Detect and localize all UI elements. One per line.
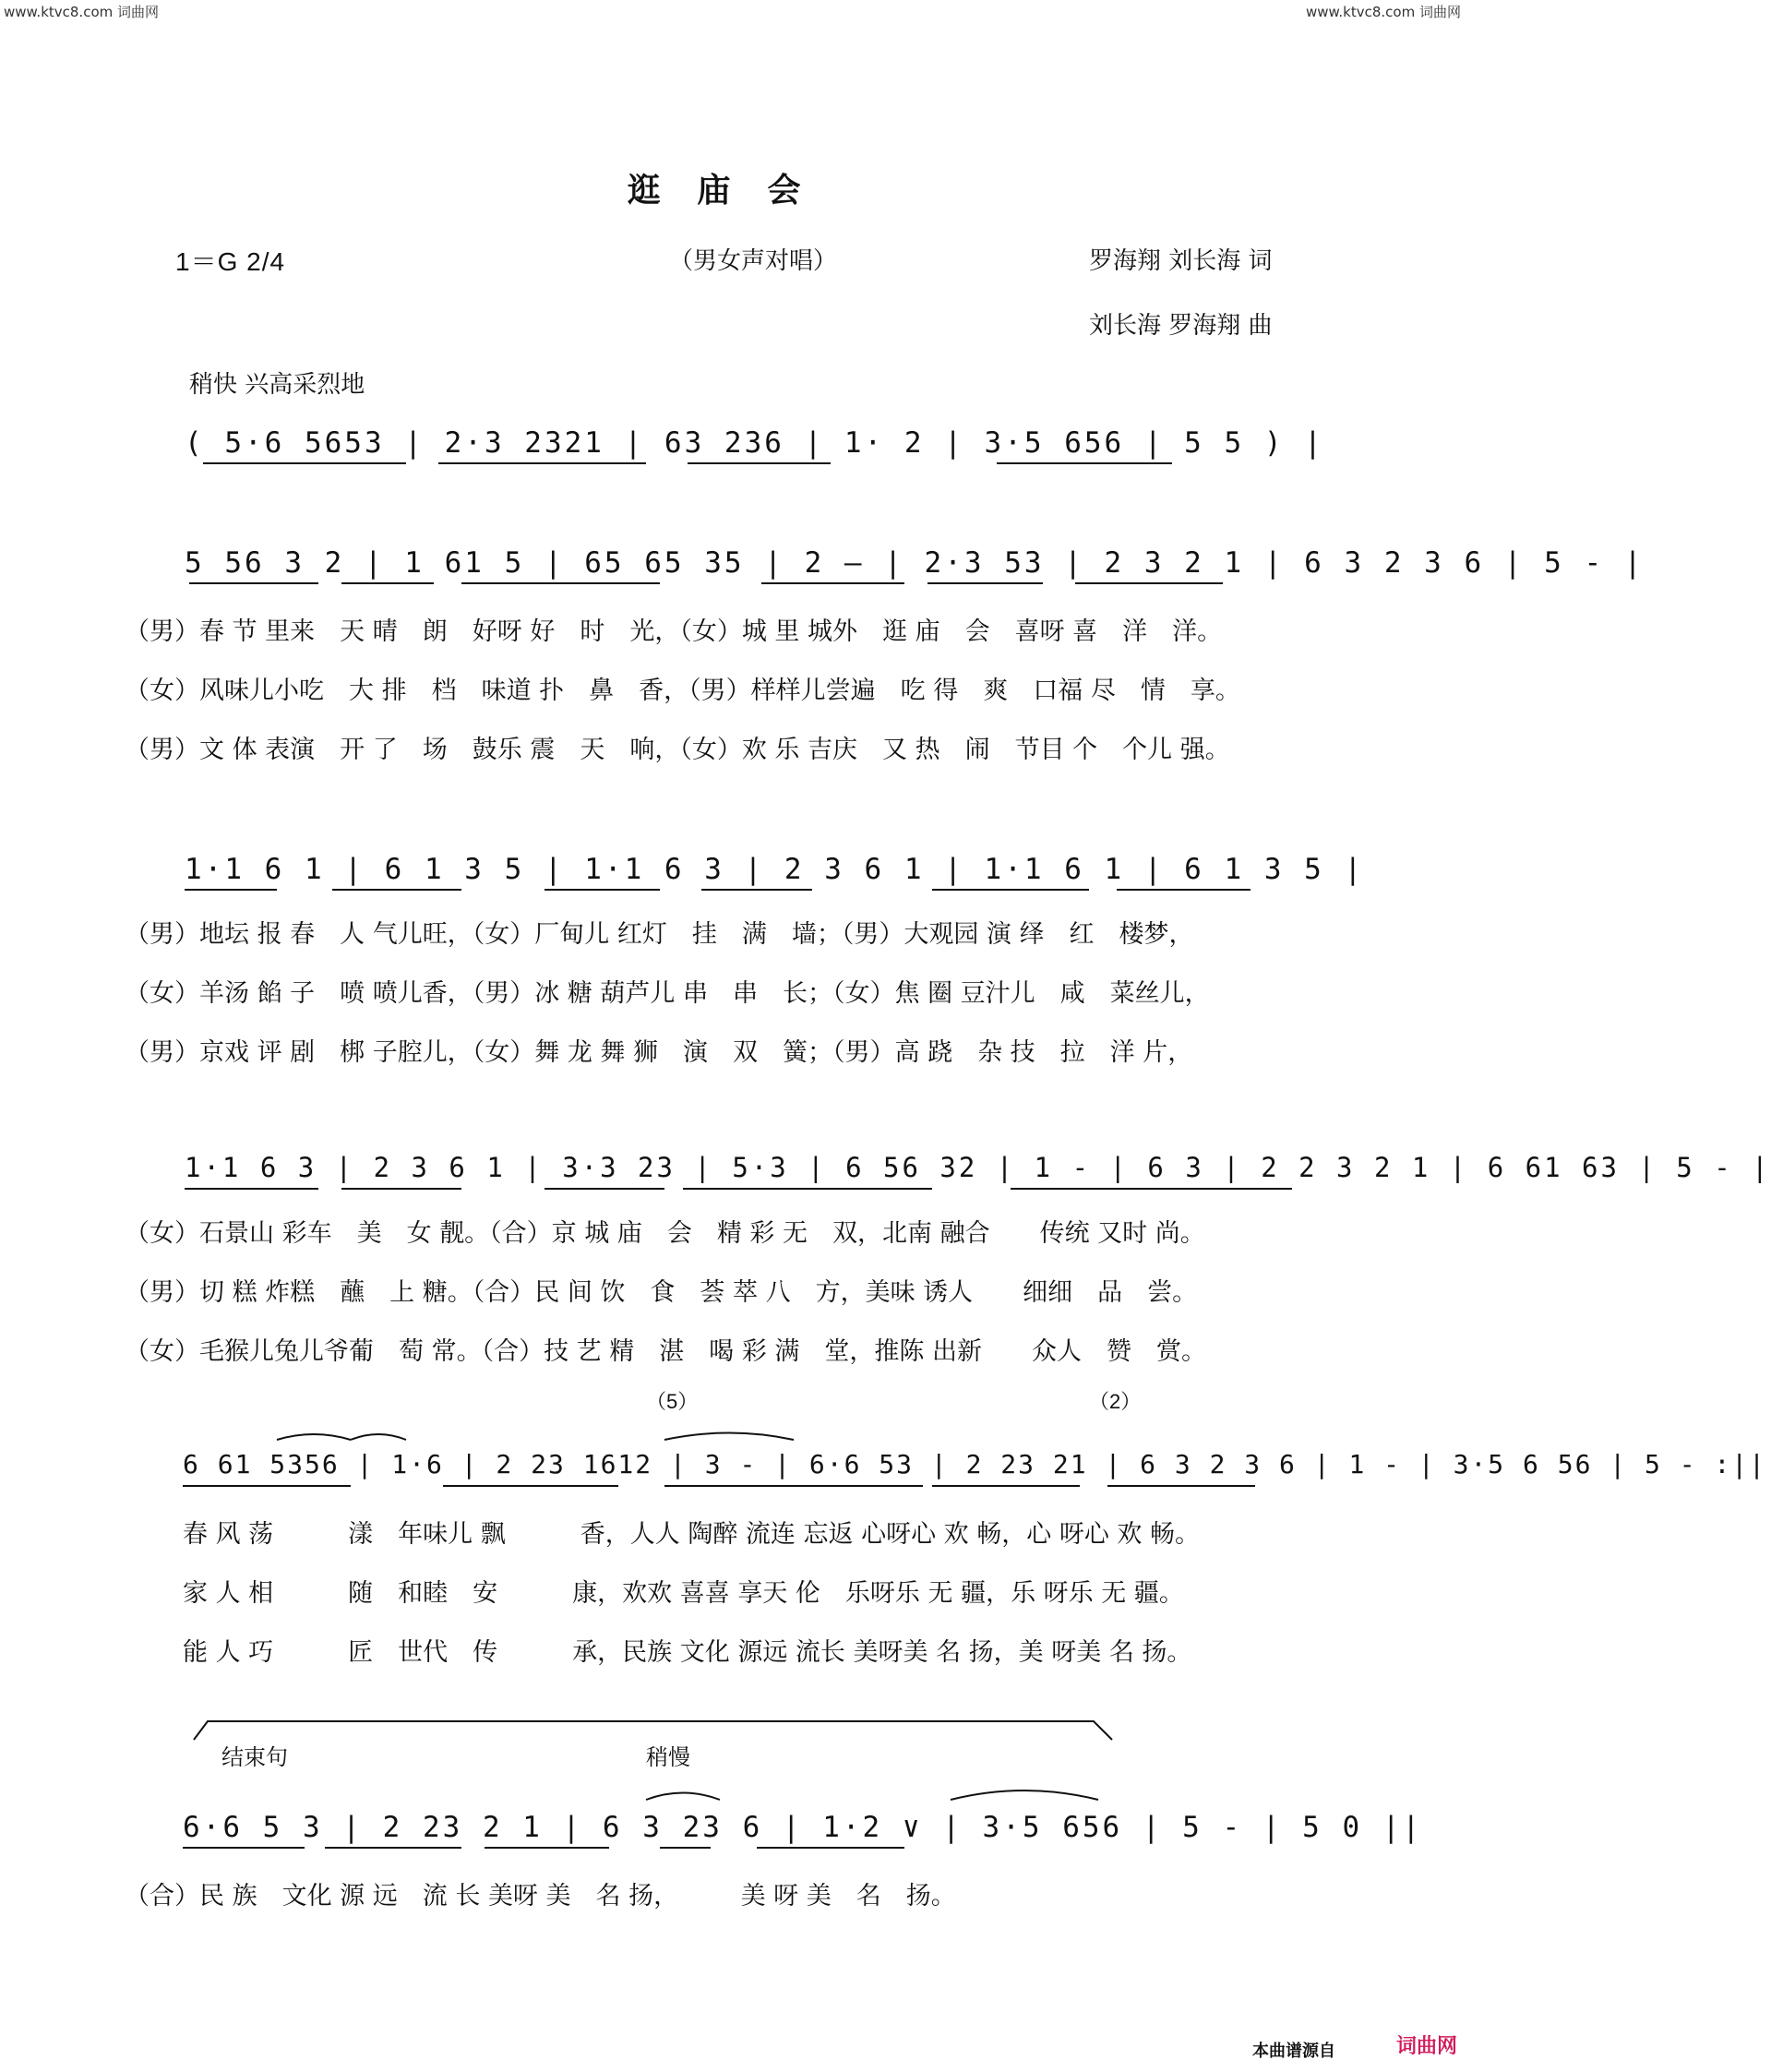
notation-line-5: 6 61 5356 | 1·6 | 2 23 1612 | 3 - | 6·6 53 | 2 23 21 | 6 3 2 3 6 | 1 - | 3·5 6 56 | 5 - :||	[183, 1449, 1767, 1479]
notation-line-3: 1·1 6 1 | 6 1 3 5 | 1·1 6 3 | 2 3 6 1 | 1·1 6 1 | 6 1 3 5 |	[185, 853, 1365, 886]
lyric-line: （合）民 族 文化 源 远 流 长 美呀 美 名 扬， 美 呀 美 名 扬。	[125, 1882, 956, 1910]
measure-repeat-mark: （2）	[1089, 1390, 1142, 1413]
site-header-right: www.ktvc8.com 词曲网	[1305, 4, 1461, 20]
source-note: 本曲谱源自	[1252, 2042, 1335, 2061]
measure-repeat-mark: （5）	[646, 1390, 699, 1413]
lyric-line: （男）切 糕 炸糕 蘸 上 糖。（合）民 间 饮 食 荟 萃 八 方，美味 诱人 细细 品 尝。	[125, 1278, 1198, 1307]
lyric-line: （女）风味儿小吃 大 排 档 味道 扑 鼻 香，（男）样样儿尝遍 吃 得 爽 口福 尽 情 享。	[125, 677, 1240, 705]
notation-line-2: 5 56 3 2 | 1 61 5 | 65 65 35 | 2 – | 2·3 53 | 2 3 2 1 | 6 3 2 3 6 | 5 - |	[185, 546, 1645, 580]
site-logo: 词曲网	[1395, 2035, 1457, 2058]
lyric-line: （男）京戏 评 剧 梆 子腔儿，（女）舞 龙 舞 狮 演 双 簧；（男）高 跷 杂 技 拉 洋 片，	[125, 1038, 1193, 1067]
lyric-line: 能 人 巧 匠 世代 传 承，民族 文化 源远 流长 美呀美 名 扬，美 呀美 名 扬。	[183, 1638, 1192, 1667]
performance-note: （男女声对唱）	[669, 247, 838, 275]
notation-line-4: 1·1 6 3 | 2 3 6 1 | 3·3 23 | 5·3 | 6 56 32 | 1 - | 6 3 | 2 2 3 2 1 | 6 61 63 | 5 - |	[185, 1152, 1771, 1183]
lyric-line: （女）羊汤 餡 子 喷 喷儿香，（男）冰 糖 葫芦儿 串 串 长；（女）焦 圈 豆汁儿 咸 菜丝儿，	[125, 979, 1210, 1008]
lyricist-credit: 罗海翔 刘长海 词	[1089, 247, 1273, 275]
composer-credit: 刘长海 罗海翔 曲	[1089, 312, 1273, 340]
key-signature: 1＝G 2/4	[175, 247, 286, 276]
lyric-line: （女）毛猴儿兔儿爷葡 萄 常。（合）技 艺 精 湛 喝 彩 满 堂，推陈 出新 众人 赞 赏。	[125, 1337, 1206, 1366]
song-title: 逛庙会	[627, 172, 838, 210]
lyric-line: 春 风 荡 漾 年味儿 飘 香，人人 陶醉 流连 忘返 心呀心 欢 畅，心 呀心 欢 畅。	[183, 1520, 1200, 1549]
lyric-line: （男）地坛 报 春 人 气儿旺，（女）厂甸儿 红灯 挂 满 墙；（男）大观园 演 绎 红 楼梦，	[125, 920, 1194, 949]
tempo-slower-label: 稍慢	[646, 1745, 690, 1770]
notation-line-6: 6·6 5 3 | 2 23 2 1 | 6 3 23 6 | 1·2 ∨ | 3·5 656 | 5 - | 5 0 ||	[183, 1811, 1423, 1844]
lyric-line: （女）石景山 彩车 美 女 靓。（合）京 城 庙 会 精 彩 无 双，北南 融合 传统 又时 尚。	[125, 1219, 1205, 1248]
lyric-line: （男）春 节 里来 天 晴 朗 好呀 好 时 光，（女）城 里 城外 逛 庙 会 喜呀 喜 洋 洋。	[125, 617, 1223, 646]
notation-line-1: ( 5·6 5653 | 2·3 2321 | 63 236 | 1· 2 | 3·5 656 | 5 5 ) |	[185, 426, 1324, 460]
lyric-line: （男）文 体 表演 开 了 场 鼓乐 震 天 响，（女）欢 乐 吉庆 又 热 闹 节目 个 个儿 强。	[125, 736, 1230, 764]
ending-label: 结束句	[221, 1745, 288, 1770]
lyric-line: 家 人 相 随 和睦 安 康，欢欢 喜喜 享天 伦 乐呀乐 无 疆，乐 呀乐 无 疆。	[183, 1579, 1184, 1608]
site-header-left: www.ktvc8.com 词曲网	[4, 4, 160, 20]
tempo-marking: 稍快 兴高采烈地	[189, 371, 365, 399]
